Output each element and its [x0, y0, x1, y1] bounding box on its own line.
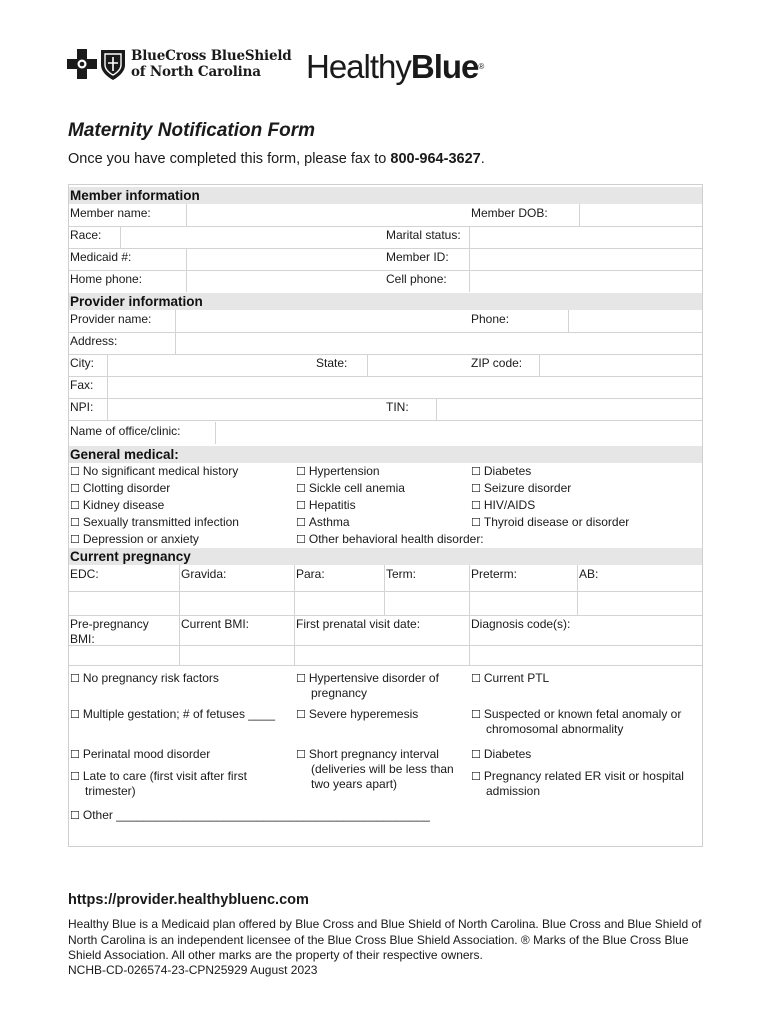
checkbox-fetal-anomaly[interactable]: ☐ Suspected or known fetal anomaly or chromosomal abnormality: [471, 707, 682, 736]
npi-field[interactable]: [107, 398, 108, 420]
gravida-field[interactable]: [180, 593, 293, 615]
address-label: Address:: [70, 334, 118, 348]
marital-status-field[interactable]: [469, 226, 470, 248]
maternity-form: [68, 184, 703, 847]
checkbox-other[interactable]: ☐ Other _______________________________________________: [70, 808, 430, 822]
member-dob-field[interactable]: [579, 204, 580, 226]
intro-suffix: .: [480, 151, 485, 167]
checkbox-multiple-gestation[interactable]: ☐ Multiple gestation; # of fetuses ____: [70, 707, 275, 721]
checkbox-icon: ☐: [296, 516, 306, 529]
home-phone-label: Home phone:: [70, 272, 143, 286]
checkbox-other-behavioral[interactable]: ☐ Other behavioral health disorder:: [296, 532, 484, 546]
checkbox-hypertensive-disorder[interactable]: ☐ Hypertensive disorder of pregnancy: [296, 671, 439, 700]
tin-label: TIN:: [386, 400, 409, 414]
checkbox-icon: ☐: [471, 770, 481, 783]
checkbox-icon: ☐: [471, 516, 481, 529]
medicaid-label: Medicaid #:: [70, 250, 132, 264]
ab-label: AB:: [579, 567, 599, 581]
office-field[interactable]: [215, 422, 216, 444]
checkbox-perinatal-mood[interactable]: ☐ Perinatal mood disorder: [70, 747, 211, 761]
checkbox-icon: ☐: [471, 748, 481, 761]
checkbox-kidney-disease[interactable]: ☐ Kidney disease: [70, 498, 165, 512]
checkbox-icon: ☐: [70, 708, 80, 721]
intro-prefix: Once you have completed this form, please fax to: [68, 151, 391, 167]
pregnancy-section-heading: Current pregnancy: [69, 548, 702, 565]
prepregnancy-bmi-label: Pre-pregnancy BMI:: [70, 617, 149, 646]
para-field[interactable]: [295, 593, 383, 615]
cell-phone-label: Cell phone:: [386, 272, 447, 286]
bcbs-line2: of North Carolina: [131, 64, 261, 80]
fax-field[interactable]: [107, 376, 108, 398]
checkbox-hiv-aids[interactable]: ☐ HIV/AIDS: [471, 498, 536, 512]
form-title: Maternity Notification Form: [68, 120, 316, 141]
checkbox-icon: ☐: [296, 708, 306, 721]
provider-phone-label: Phone:: [471, 312, 510, 326]
term-field[interactable]: [385, 593, 468, 615]
checkbox-icon: ☐: [70, 465, 80, 478]
checkbox-pregnancy-diabetes[interactable]: ☐ Diabetes: [471, 747, 532, 761]
checkbox-icon: ☐: [70, 748, 80, 761]
state-label: State:: [316, 356, 348, 370]
prepregnancy-bmi-field[interactable]: [70, 646, 178, 665]
legal-disclaimer: Healthy Blue is a Medicaid plan offered by Blue Cross and Blue Shield of North Carolina. Blue Cross and Blue Shield of North Carolina is an independent licensee of the Blue Cross Blue Shield Association. ® Marks of the Blue Cross Blue Shield Association. All other marks are the property of their respective owners.: [68, 917, 702, 962]
diagnosis-codes-field[interactable]: [470, 646, 701, 665]
provider-name-label: Provider name:: [70, 312, 152, 326]
zip-field[interactable]: [539, 354, 540, 376]
fax-number: 800-964-3627: [390, 151, 481, 167]
city-label: City:: [70, 356, 94, 370]
checkbox-er-visit[interactable]: ☐ Pregnancy related ER visit or hospital admission: [471, 769, 684, 798]
checkbox-asthma[interactable]: ☐ Asthma: [296, 515, 350, 529]
preterm-label: Preterm:: [471, 567, 518, 581]
checkbox-sti[interactable]: ☐ Sexually transmitted infection: [70, 515, 239, 529]
address-field[interactable]: [175, 332, 176, 354]
general-section-heading: General medical:: [69, 446, 702, 463]
member-section-heading: Member information: [69, 187, 702, 204]
race-field[interactable]: [120, 226, 121, 248]
first-visit-label: First prenatal visit date:: [296, 617, 421, 631]
diagnosis-codes-label: Diagnosis code(s):: [471, 617, 571, 631]
checkbox-current-ptl[interactable]: ☐ Current PTL: [471, 671, 550, 685]
home-phone-field[interactable]: [186, 270, 187, 292]
checkbox-no-significant-history[interactable]: ☐ No significant medical history: [70, 464, 239, 478]
provider-section-heading: Provider information: [69, 293, 702, 310]
state-field[interactable]: [367, 354, 368, 376]
checkbox-icon: ☐: [70, 482, 80, 495]
preterm-field[interactable]: [470, 593, 576, 615]
checkbox-diabetes[interactable]: ☐ Diabetes: [471, 464, 532, 478]
term-label: Term:: [386, 567, 416, 581]
provider-name-field[interactable]: [175, 310, 176, 332]
office-label: Name of office/clinic:: [70, 424, 181, 438]
tin-field[interactable]: [436, 398, 437, 420]
checkbox-icon: ☐: [471, 499, 481, 512]
bcbs-line1: BlueCross BlueShield: [131, 48, 292, 64]
blue-word: Blue: [410, 48, 479, 85]
checkbox-icon: ☐: [296, 465, 306, 478]
checkbox-seizure-disorder[interactable]: ☐ Seizure disorder: [471, 481, 572, 495]
bcbs-wordmark: [131, 48, 292, 80]
checkbox-icon: ☐: [70, 672, 80, 685]
checkbox-icon: ☐: [296, 533, 306, 546]
checkbox-icon: ☐: [70, 533, 80, 546]
header-logos: [67, 42, 707, 90]
member-name-field[interactable]: [186, 204, 187, 226]
checkbox-icon: ☐: [471, 465, 481, 478]
member-id-field[interactable]: [469, 248, 470, 270]
zip-label: ZIP code:: [471, 356, 523, 370]
healthy-word: Healthy: [306, 48, 411, 85]
checkbox-icon: ☐: [471, 672, 481, 685]
checkbox-no-risk-factors[interactable]: ☐ No pregnancy risk factors: [70, 671, 219, 685]
marital-status-label: Marital status:: [386, 228, 461, 242]
checkbox-short-interval[interactable]: ☐ Short pregnancy interval (deliveries will be less than two years apart): [296, 747, 454, 791]
first-visit-field[interactable]: [295, 646, 468, 665]
member-dob-label: Member DOB:: [471, 206, 548, 220]
npi-label: NPI:: [70, 400, 94, 414]
fax-label: Fax:: [70, 378, 94, 392]
checkbox-clotting-disorder[interactable]: ☐ Clotting disorder: [70, 481, 171, 495]
checkbox-icon: ☐: [70, 809, 80, 822]
checkbox-icon: ☐: [471, 482, 481, 495]
city-field[interactable]: [107, 354, 108, 376]
checkbox-sickle-cell[interactable]: ☐ Sickle cell anemia: [296, 481, 405, 495]
race-label: Race:: [70, 228, 102, 242]
checkbox-depression-anxiety[interactable]: ☐ Depression or anxiety: [70, 532, 199, 546]
checkbox-severe-hyperemesis[interactable]: ☐ Severe hyperemesis: [296, 707, 419, 721]
checkbox-icon: ☐: [471, 708, 481, 721]
provider-url-link[interactable]: https://provider.healthybluenc.com: [68, 892, 309, 908]
document-id: NCHB-CD-026574-23-CPN25929 August 2023: [68, 963, 318, 977]
checkbox-hypertension[interactable]: ☐ Hypertension: [296, 464, 380, 478]
healthy-blue-logo: [306, 48, 484, 86]
checkbox-thyroid[interactable]: ☐ Thyroid disease or disorder: [471, 515, 630, 529]
checkbox-icon: ☐: [296, 499, 306, 512]
current-bmi-field[interactable]: [180, 646, 293, 665]
bcbs-cross-shield-icon: [67, 48, 131, 82]
provider-phone-field[interactable]: [568, 310, 569, 332]
cell-phone-field[interactable]: [469, 270, 470, 292]
checkbox-icon: ☐: [296, 748, 306, 761]
ab-field[interactable]: [578, 593, 701, 615]
current-bmi-label: Current BMI:: [181, 617, 250, 631]
para-label: Para:: [296, 567, 325, 581]
checkbox-late-to-care[interactable]: ☐ Late to care (first visit after first trimester): [70, 769, 247, 798]
checkbox-icon: ☐: [70, 499, 80, 512]
checkbox-icon: ☐: [70, 516, 80, 529]
edc-field[interactable]: [70, 593, 178, 615]
checkbox-icon: ☐: [296, 482, 306, 495]
member-name-label: Member name:: [70, 206, 151, 220]
edc-label: EDC:: [70, 567, 99, 581]
checkbox-hepatitis[interactable]: ☐ Hepatitis: [296, 498, 356, 512]
checkbox-icon: ☐: [70, 770, 80, 783]
registered-mark: ®: [478, 62, 485, 71]
member-id-label: Member ID:: [386, 250, 449, 264]
gravida-label: Gravida:: [181, 567, 227, 581]
medicaid-field[interactable]: [186, 248, 187, 270]
checkbox-icon: ☐: [296, 672, 306, 685]
intro-text: [68, 151, 485, 167]
